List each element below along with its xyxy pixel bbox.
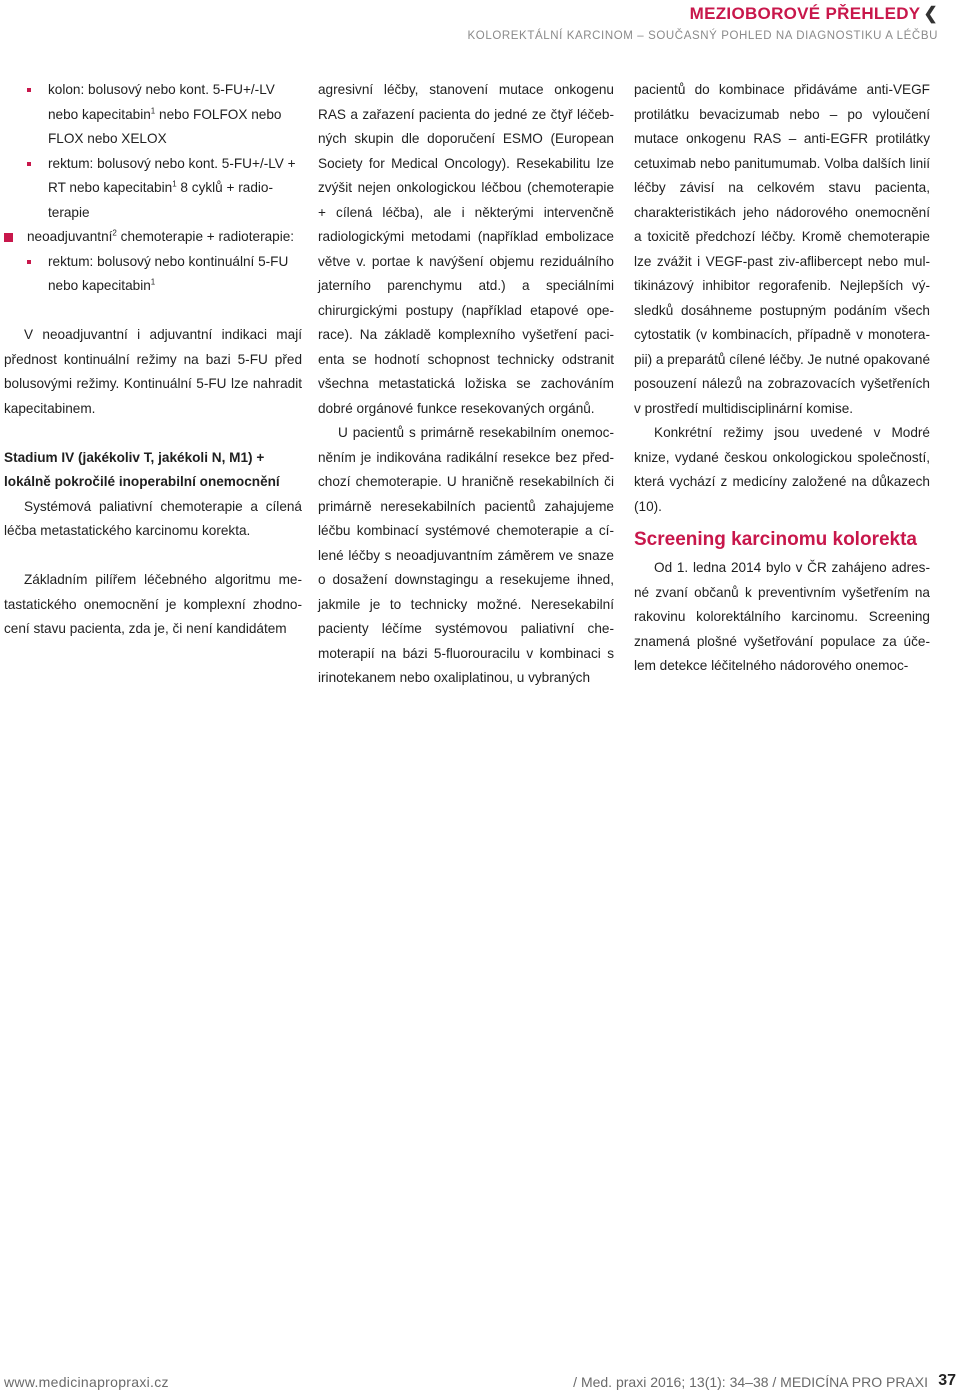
- list-item: rektum: bolusový nebo kont. 5-FU+/-LV + RT nebo kapecitabin$^1$ 8 cyklů + radioterapie: [4, 152, 302, 226]
- paragraph: Konkrétní režimy jsou uvedené v Modré knize, vydané českou onkologickou společností, která vychází z medicíny založené na důkazech (10).: [634, 425, 930, 514]
- square-bullet-icon: [4, 233, 13, 242]
- journal-citation: / Med. praxi 2016; 13(1): 34–38 / MEDICÍNA PRO PRAXI: [573, 1374, 928, 1390]
- square-bullet-icon: [27, 260, 31, 264]
- paragraph: U pacientů s primárně resekabilním onemocněním je indikována radikální resekce bez předchozí chemoterapie. U hraničně resekabilních či primárně neresekabilních pacientů zahajujeme léčbu kombinací systémové chemoterapie a cílené léčby s neoadjuvantním záměrem ve snaze o dosažení downstagingu a resekujeme ihned, jakmile je to technicky možné. Neresekabilní pacienty léčíme systémovou paliativní chemoterapií na bázi 5-fluorouracilu v kombinaci s irinotekanem nebo oxaliplatinou, u vybraných: [318, 425, 614, 685]
- subsection-heading: Stadium IV (jakékoliv T, jakékoli N, M1) + lokálně pokročilé inoperabilní onemocnění: [4, 449, 280, 489]
- column-3: [634, 78, 930, 679]
- list-item: rektum: bolusový nebo kontinuální 5-FU nebo kapecitabin$^1$: [4, 250, 302, 299]
- column-2: [318, 78, 614, 691]
- paragraph: Základním pilířem léčebného algoritmu metastatického onemocnění je komplexní zhodnocení stavu pacienta, zda je, či není kandidátem: [4, 572, 302, 636]
- chevron-left-icon: ❮: [923, 4, 938, 23]
- section-heading: Screening karcinomu kolorekta: [634, 529, 917, 550]
- article-subtitle: KOLOREKTÁLNÍ KARCINOM – SOUČASNÝ POHLED NA DIAGNOSTIKU A LÉČBU: [467, 30, 938, 42]
- list-item: kolon: bolusový nebo kont. 5-FU+/-LV nebo kapecitabin$^1$ nebo FOLFOX nebo FLOX nebo XELOX: [4, 78, 302, 152]
- running-header: [468, 4, 938, 42]
- section-title: MEZIOBOROVÉ PŘEHLEDY ❮: [689, 4, 938, 23]
- square-bullet-icon: [27, 162, 31, 166]
- journal-url[interactable]: www.medicinapropraxi.cz: [4, 1374, 169, 1390]
- paragraph: pacientů do kombinace přidáváme anti-VEGF protilátku bevacizumab nebo – po vyloučení mutace onkogenu RAS – anti-EGFR protilátky cetuximab nebo panitumumab. Volba dalších linií léčby závisí na celkovém stavu pacienta, charakteristikách jeho nádorového onemocnění a toxicitě předchozí léčby. Kromě chemoterapie lze zvážit i VEGF-past ziv-aflibercept nebo multikinázový inhibitor regorafenib. Nejlepších výsledků dosáhneme postupným podáním všech cytostatik (v kombinacích, případně v monoterapii) a preparátů cílené léčby. Je nutné opakované posouzení nálezů na zobrazovacích vyšetřeních v prostředí multidisciplinární komise.: [634, 82, 930, 416]
- column-1: [4, 78, 302, 642]
- paragraph: V neoadjuvantní i adjuvantní indikaci mají přednost kontinuální režimy na bazi 5-FU před bolusovými režimy. Kontinuální 5-FU lze nahradit kapecitabinem.: [4, 327, 302, 416]
- square-bullet-icon: [27, 88, 31, 92]
- paragraph: Systémová paliativní chemoterapie a cílená léčba metastatického karcinomu korekta.: [4, 498, 302, 538]
- paragraph: Od 1. ledna 2014 bylo v ČR zahájeno adresné zvaní občanů k preventivním vyšetřením na rakovinu kolorektálního karcinomu. Screening znamená plošné vyšetřování populace za účelem detekce léčitelného nádorového onemoc-: [634, 560, 930, 673]
- list-item: neoadjuvantní$^2$ chemoterapie + radioterapie:: [4, 225, 302, 250]
- page-footer: [0, 1374, 960, 1394]
- paragraph: agresivní léčby, stanovení mutace onkogenu RAS a zařazení pacienta do jedné ze čtyř léčebných skupin dle doporučení ESMO (European Society for Medical Oncology). Resekabilitu lze zvýšit nejen onkologickou léčbou (chemoterapie + cílená léčba), ale i některými intervenčně radiologickými metodami (například embolizace větve v. portae k navýšení objemu reziduálního jaterního parenchymu atd.) a speciálními chirurgickými postupy (například etapové operace). Na základě komplexního vyšetření pacienta se hodnotí schopnost technicky odstranit všechna metastatická ložiska se zachováním dobré orgánové funkce resekovaných orgánů.: [318, 82, 614, 416]
- page-number: 37: [938, 1372, 956, 1389]
